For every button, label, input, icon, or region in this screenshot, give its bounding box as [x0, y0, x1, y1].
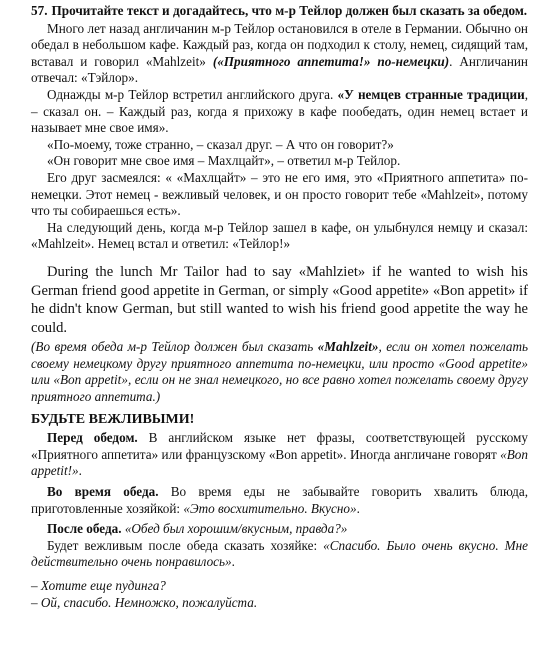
after-meal-lead: После обеда. — [47, 521, 122, 537]
translation-text: , если он хотел пожелать своему немецкому другу приятного аппетита по-немецки, или просто «Good appetite» или «Bon appetit», если он не знал немецкого, но все равно хотел пожелать своему другу приятного аппетита.) — [31, 339, 528, 405]
section-text: В английском языке нет фразы, соответствующей русскому «Приятного аппетита» или французскому «Bon appetit». Иногда англичане говорят — [31, 430, 528, 462]
story-emphasis: «У немцев странные традиции — [337, 86, 525, 102]
story-text: Однажды м-р Тейлор встретил английского друга. — [47, 86, 338, 102]
section-text: Во время еды не забывайте говорить хвалить блюда, приготовленные хозяйкой: — [31, 484, 528, 516]
story-text: Много лет назад англичанин м-р Тейлор остановился в отеле в Германии. Обычно он обедал в небольшом кафе. Каждый раз, когда он подходил к столу, немец, сидящий там, вставал и говорил «Mahlzeit» — [31, 20, 528, 69]
section-phrase: «Bon appetit!» — [31, 446, 528, 479]
section-phrase: «Это восхитительно. Вкусно» — [183, 500, 357, 516]
section-heading: БУДЬТЕ ВЕЖЛИВЫМИ! — [31, 411, 195, 427]
during-meal-paragraph — [31, 484, 528, 517]
story-paragraph-4: «Он говорит мне свое имя – Махлцайт», – ответил м-р Тейлор. — [47, 153, 401, 169]
story-text: , – сказал он. – Каждый раз, когда я прихожу в кафе пообедать, один немец встает и называет мне свое имя». — [31, 86, 528, 136]
before-meal-paragraph — [31, 430, 528, 480]
translation — [31, 339, 528, 405]
section-text: Будет вежливым после обеда сказать хозяйке: — [47, 537, 324, 553]
task-text: Прочитайте текст и догадайтесь, что м-р Тейлор должен был сказать за обедом. — [51, 3, 528, 18]
story-paragraph-6: На следующий день, когда м-р Тейлор зашел в кафе, он улыбнулся немцу и сказал: «Mahlzeit». Немец встал и ответил: «Тейлор!» — [31, 219, 528, 252]
section-phrase: «Обед был хорошим/вкусным, правда?» — [124, 521, 348, 537]
story-paragraph-5: Его друг засмеялся: « «Махлцайт» – это не его имя, это «Приятного аппетита» по-немецки. Этот немец - вежливый человек, и он просто говорит тебе «Mahlzeit», потому что ты собираешься есть». — [31, 169, 528, 219]
story-paragraph-2 — [31, 87, 528, 137]
section-text: . — [356, 500, 360, 516]
story-paragraph-1 — [31, 21, 528, 87]
section-text: . — [231, 554, 235, 570]
english-answer: During the lunch Mr Tailor had to say «Mahlziet» if he wanted to wish his German friend good appetite in German, or simply «Good appetite» «Bon appetit» if he didn't know German, but still wanted to wish his friend good appetite the way he could. — [31, 263, 528, 336]
translation-text: (Во время обеда м-р Тейлор должен был сказать — [31, 339, 318, 355]
story-text: . Англичанин отвечал: «Тэйлор». — [31, 53, 528, 86]
after-meal-paragraph-2 — [31, 538, 528, 571]
dialog — [31, 578, 528, 611]
story-paragraph-3: «По-моему, тоже странно, – сказал друг. – А что он говорит?» — [47, 136, 394, 152]
dialog-line-2: – Ой, спасибо. Немножко, пожалуйста. — [31, 594, 258, 610]
section-phrase: «Спасибо. Было очень вкусно. Мне действительно очень понравилось» — [31, 537, 528, 570]
task-heading — [31, 3, 528, 20]
during-meal-lead: Во время обеда. — [47, 484, 159, 500]
section-text: . — [78, 463, 82, 479]
story-gloss: («Приятного аппетита!» по-немецки) — [212, 53, 450, 69]
translation-emphasis: «Mahlzeit» — [317, 339, 379, 355]
dialog-line-1: – Хотите еще пудинга? — [31, 578, 166, 593]
task-number: 57. — [31, 3, 48, 18]
before-meal-lead: Перед обедом. — [47, 430, 138, 446]
after-meal-paragraph — [31, 521, 528, 538]
